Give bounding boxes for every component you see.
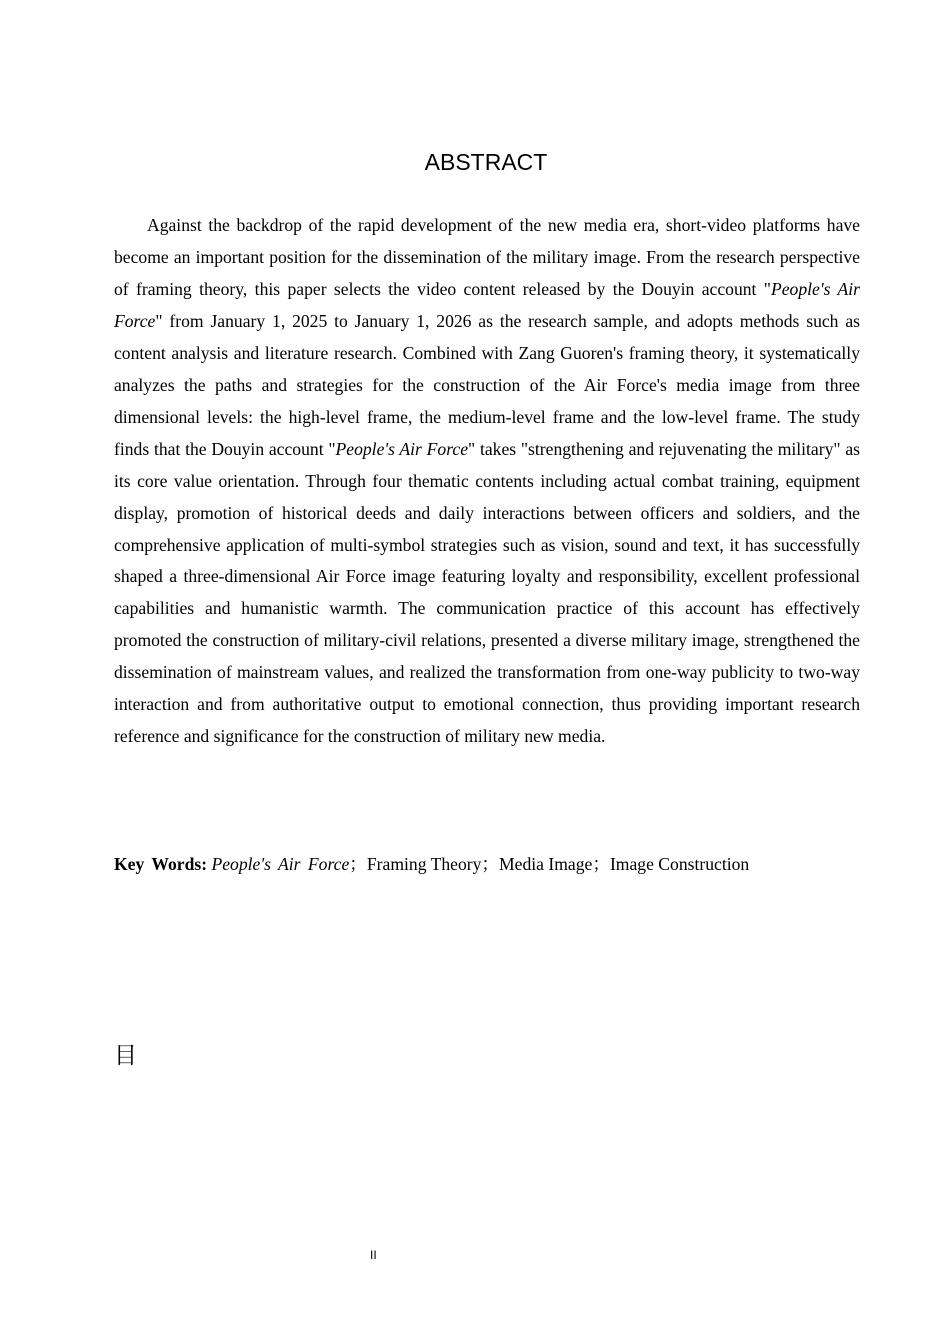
keyword-item: People's Air Force <box>211 854 350 874</box>
keyword-separator: ； <box>481 854 500 874</box>
abstract-account-name-2: People's Air Force <box>335 438 469 459</box>
keyword-separator: ； <box>349 854 367 874</box>
abstract-account-name-1: People's Air Force <box>114 278 860 331</box>
abstract-title: ABSTRACT <box>424 149 548 175</box>
keywords-line <box>114 849 860 881</box>
toc-heading: 目 <box>114 1043 137 1069</box>
keywords-label: Key Words: <box>114 854 208 874</box>
keyword-separator: ； <box>592 854 610 874</box>
keyword-item: Image Construction <box>609 854 750 874</box>
abstract-text-part-1: Against the backdrop of the rapid development of the new media era, short-video platforms have become an important position for the dissemination of the military image. From the research perspective of framing theory, this paper selects the video content released by the Douyin account " <box>114 215 860 299</box>
abstract-body <box>114 210 860 753</box>
abstract-text-part-3: " takes "strengthening and rejuvenating the military" as its core value orientation. Through four thematic contents including actual combat training, equipment display, promotion of historical deeds and daily interactions between officers and soldiers, and the comprehensive application of multi-symbol strategies such as vision, sound and text, it has successfully shaped a three-dimensional Air Force image featuring loyalty and responsibility, excellent professional capabilities and humanistic warmth. The communication practice of this account has effectively promoted the construction of military-civil relations, presented a diverse military image, strengthened the dissemination of mainstream values, and realized the transformation from one-way publicity to two-way interaction and from authoritative output to emotional connection, thus providing important research reference and significance for the construction of military new media. <box>114 438 860 747</box>
keyword-item: Media Image <box>499 854 593 874</box>
page-number: II <box>370 1248 377 1262</box>
abstract-text-part-2: " from January 1, 2025 to January 1, 2026 as the research sample, and adopts methods such as content analysis and literature research. Combined with Zang Guoren's framing theory, it systematically analyzes the paths and strategies for the construction of the Air Force's media image from three dimensional levels: the high-level frame, the medium-level frame and the low-level frame. The study finds that the Douyin account " <box>114 310 860 459</box>
keyword-item: Framing Theory <box>366 854 482 874</box>
